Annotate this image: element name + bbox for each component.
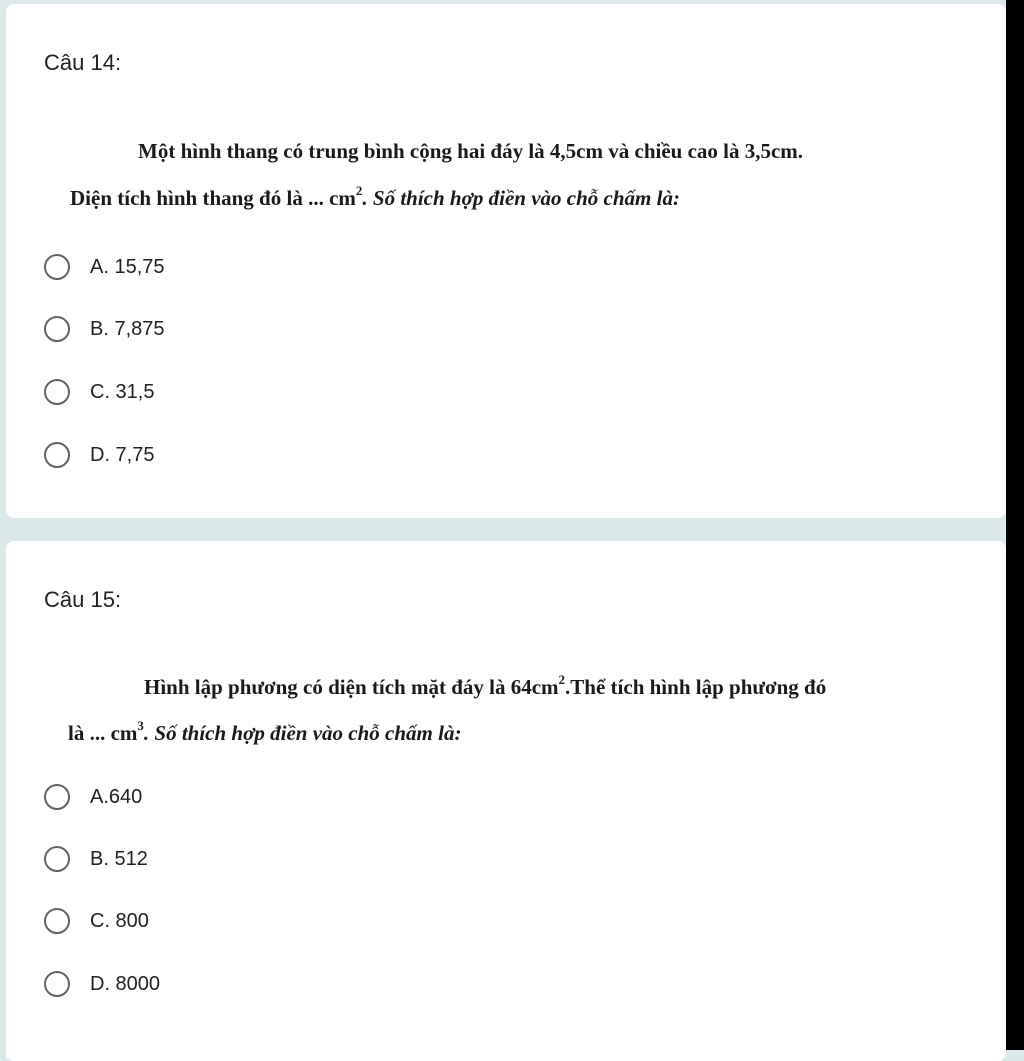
option-label: A. 15,75: [90, 255, 165, 278]
question-title: Câu 14:: [44, 50, 122, 75]
superscript: 3: [137, 718, 144, 733]
question-text-line-2-part-b: . Số thích hợp điền vào chỗ chấm là:: [362, 186, 680, 210]
question-text-line-2-part-b: . Số thích hợp điền vào chỗ chấm là:: [143, 721, 462, 745]
radio-icon[interactable]: [44, 442, 70, 468]
screen-edge: [1006, 0, 1024, 1050]
option-label: C. 31,5: [90, 380, 155, 403]
option-a[interactable]: [44, 780, 444, 814]
question-text-line-2: [68, 718, 462, 746]
superscript: 2: [558, 672, 566, 687]
question-text-line-1-part-b: .Thể tích hình lập phương đó: [565, 675, 827, 699]
option-label: D. 8000: [90, 972, 161, 995]
option-label: B. 512: [90, 847, 148, 870]
radio-icon[interactable]: [44, 784, 70, 810]
option-d[interactable]: [44, 438, 444, 472]
option-a[interactable]: [44, 250, 444, 284]
radio-icon[interactable]: [44, 316, 70, 342]
radio-icon[interactable]: [44, 971, 70, 997]
option-d[interactable]: [44, 967, 444, 1001]
question-text-line-1-part-a: Hình lập phương có diện tích mặt đáy là 64cm: [144, 675, 559, 699]
question-title: Câu 15:: [44, 587, 122, 612]
option-label: C. 800: [90, 909, 149, 932]
superscript: 2: [355, 183, 363, 198]
option-label: A.640: [90, 785, 143, 808]
radio-icon[interactable]: [44, 908, 70, 934]
radio-icon[interactable]: [44, 379, 70, 405]
option-b[interactable]: [44, 312, 444, 346]
radio-icon[interactable]: [44, 846, 70, 872]
question-text-line-2: [70, 183, 680, 211]
question-text-line-1-content: Một hình thang có trung bình cộng hai đáy là 4,5cm và chiều cao là 3,5cm.: [138, 139, 804, 163]
question-text-line-1: [138, 139, 803, 164]
option-c[interactable]: [44, 904, 444, 938]
option-label: B. 7,875: [90, 317, 165, 340]
question-text-line-2-part-a: là ... cm: [68, 721, 138, 745]
radio-icon[interactable]: [44, 254, 70, 280]
option-label: D. 7,75: [90, 443, 155, 466]
question-card-15: [6, 541, 1006, 1061]
option-b[interactable]: [44, 842, 444, 876]
question-text-line-1: [144, 672, 827, 700]
question-text-line-2-part-a: Diện tích hình thang đó là ... cm: [70, 186, 356, 210]
option-c[interactable]: [44, 375, 444, 409]
question-card-14: [6, 4, 1006, 518]
